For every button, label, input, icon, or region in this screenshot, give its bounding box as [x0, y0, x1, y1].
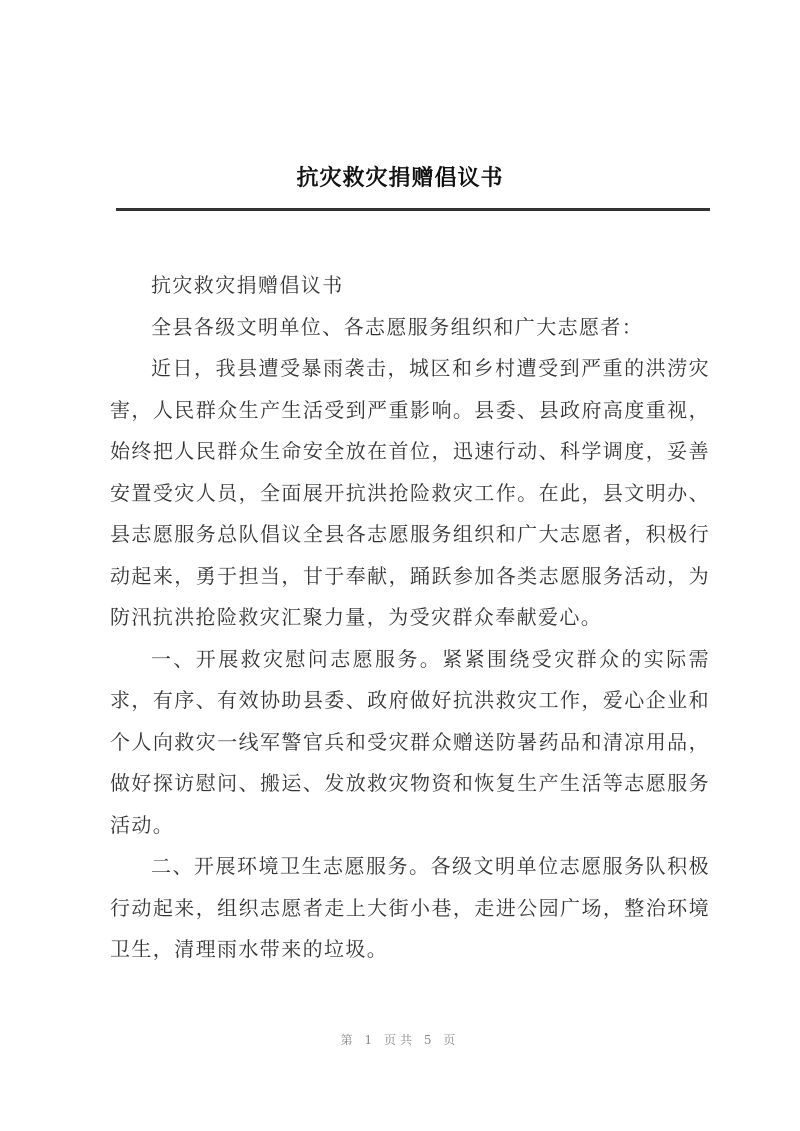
paragraph-heading: 抗灾救灾捐赠倡议书 [151, 273, 344, 297]
footer-middle: 页共 [383, 1033, 416, 1047]
page-footer [0, 1030, 800, 1050]
paragraph-intro: 近日，我县遭受暴雨袭击，城区和乡村遭受到严重的洪涝灾害，人民群众生产生活受到严重影响。县委、县政府高度重视，始终把人民群众生命安全放在首位，迅速行动、科学调度，妥善安置受灾人员，全面展开抗洪抢险救灾工作。在此，县文明办、县志愿服务总队倡议全县各志愿服务组织和广大志愿者，积极行动起来，勇于担当，甘于奉献，踊跃参加各类志愿服务活动，为防汛抗洪抢险救灾汇聚力量，为受灾群众奉献爱心。 [110, 356, 710, 629]
footer-total-pages: 5 [423, 1033, 436, 1047]
paragraph-item-1: 一、开展救灾慰问志愿服务。紧紧围绕受灾群众的实际需求，有序、有效协助县委、政府做好抗洪救灾工作，爱心企业和个人向救灾一线军警官兵和受灾群众赠送防暑药品和清凉用品，做好探访慰问、搬运、发放救灾物资和恢复生产生活等志愿服务活动。 [110, 646, 710, 837]
document-title: 抗灾救灾捐赠倡议书 [296, 165, 504, 191]
paragraph-item-2: 二、开展环境卫生志愿服务。各级文明单位志愿服务队积极行动起来，组织志愿者走上大街小巷，走进公园广场，整治环境卫生，清理雨水带来的垃圾。 [110, 854, 710, 961]
footer-suffix: 页 [443, 1033, 460, 1047]
footer-prefix: 第 [340, 1033, 357, 1047]
paragraph-salutation: 全县各级文明单位、各志愿服务组织和广大志愿者： [151, 314, 644, 339]
title-divider [116, 208, 710, 211]
document-body [110, 265, 710, 971]
footer-current-page: 1 [364, 1033, 377, 1047]
